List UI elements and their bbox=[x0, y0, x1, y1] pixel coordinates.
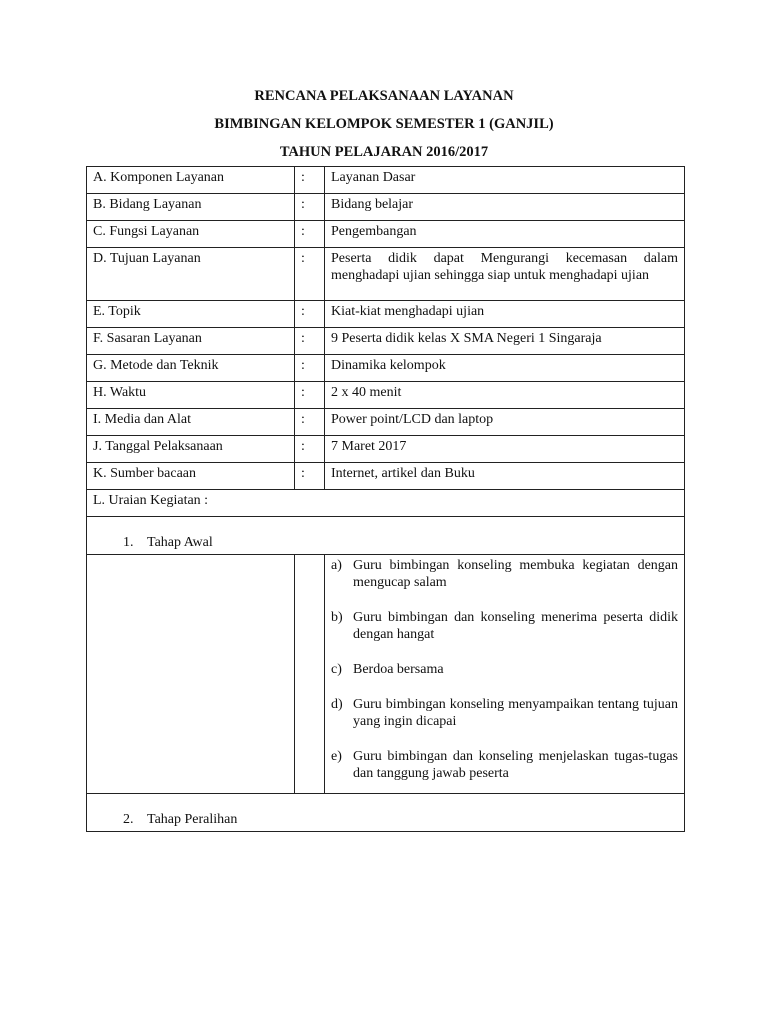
stage-cell bbox=[87, 794, 685, 832]
table-row bbox=[87, 221, 685, 248]
row-label: B. Bidang Layanan bbox=[87, 194, 295, 221]
list-text: Guru bimbingan dan konseling menjelaskan tugas-tugas dan tanggung jawab peserta bbox=[353, 749, 678, 781]
stage-number: 2. bbox=[123, 812, 134, 827]
table-row bbox=[87, 463, 685, 490]
list-marker: e) bbox=[331, 749, 342, 764]
row-label: C. Fungsi Layanan bbox=[87, 221, 295, 248]
empty-cell bbox=[295, 555, 325, 794]
row-separator: : bbox=[295, 221, 325, 248]
row-label: D. Tujuan Layanan bbox=[87, 248, 295, 301]
row-label: F. Sasaran Layanan bbox=[87, 328, 295, 355]
row-separator: : bbox=[295, 436, 325, 463]
table-row bbox=[87, 194, 685, 221]
list-text: Guru bimbingan dan konseling menerima peserta didik dengan hangat bbox=[353, 610, 678, 642]
row-separator: : bbox=[295, 167, 325, 194]
stage-label bbox=[93, 811, 678, 828]
stage-row-initial bbox=[87, 517, 685, 555]
stage-label bbox=[93, 534, 678, 551]
list-item bbox=[331, 696, 678, 730]
empty-cell bbox=[87, 555, 295, 794]
document-subtitle: BIMBINGAN KELOMPOK SEMESTER 1 (GANJIL) bbox=[214, 116, 554, 132]
list-marker: b) bbox=[331, 610, 343, 625]
list-item bbox=[331, 609, 678, 643]
row-value: Bidang belajar bbox=[325, 194, 685, 221]
row-value: Power point/LCD dan laptop bbox=[325, 409, 685, 436]
stage-row-transition bbox=[87, 794, 685, 832]
document-title: RENCANA PELAKSANAAN LAYANAN bbox=[254, 88, 514, 104]
row-value: Internet, artikel dan Buku bbox=[325, 463, 685, 490]
row-separator: : bbox=[295, 248, 325, 301]
document-header bbox=[0, 84, 768, 168]
activity-list bbox=[331, 555, 678, 788]
list-text: Guru bimbingan konseling menyampaikan tentang tujuan yang ingin dicapai bbox=[353, 697, 678, 729]
table-row bbox=[87, 328, 685, 355]
list-text: Berdoa bersama bbox=[353, 662, 444, 677]
row-label: A. Komponen Layanan bbox=[87, 167, 295, 194]
row-separator: : bbox=[295, 355, 325, 382]
row-value: 9 Peserta didik kelas X SMA Negeri 1 Singaraja bbox=[325, 328, 685, 355]
row-separator: : bbox=[295, 463, 325, 490]
list-item bbox=[331, 557, 678, 591]
row-value: 2 x 40 menit bbox=[325, 382, 685, 409]
table-row bbox=[87, 301, 685, 328]
row-label: J. Tanggal Pelaksanaan bbox=[87, 436, 295, 463]
table-row bbox=[87, 248, 685, 301]
row-label: K. Sumber bacaan bbox=[87, 463, 295, 490]
stage-name: Tahap Peralihan bbox=[147, 812, 238, 827]
row-label: G. Metode dan Teknik bbox=[87, 355, 295, 382]
list-marker: d) bbox=[331, 697, 343, 712]
row-value: Layanan Dasar bbox=[325, 167, 685, 194]
service-plan-table bbox=[86, 166, 685, 832]
list-item bbox=[331, 748, 678, 782]
document-year: TAHUN PELAJARAN 2016/2017 bbox=[279, 144, 489, 160]
stage-number: 1. bbox=[123, 535, 134, 550]
stage-name: Tahap Awal bbox=[147, 535, 213, 550]
row-value: Dinamika kelompok bbox=[325, 355, 685, 382]
list-marker: c) bbox=[331, 662, 342, 677]
stage-cell bbox=[87, 517, 685, 555]
activity-list-cell bbox=[325, 555, 685, 794]
row-label: I. Media dan Alat bbox=[87, 409, 295, 436]
row-separator: : bbox=[295, 328, 325, 355]
list-marker: a) bbox=[331, 558, 342, 573]
list-item bbox=[331, 661, 678, 678]
table-row bbox=[87, 409, 685, 436]
stage-activities-row bbox=[87, 555, 685, 794]
row-label: H. Waktu bbox=[87, 382, 295, 409]
activity-description-label: L. Uraian Kegiatan : bbox=[87, 490, 685, 517]
row-label: E. Topik bbox=[87, 301, 295, 328]
row-value: 7 Maret 2017 bbox=[325, 436, 685, 463]
table-row bbox=[87, 355, 685, 382]
row-value: Pengembangan bbox=[325, 221, 685, 248]
row-separator: : bbox=[295, 409, 325, 436]
row-value: Peserta didik dapat Mengurangi kecemasan dalam menghadapi ujian sehingga siap untuk menghadapi ujian bbox=[325, 248, 685, 301]
table-row bbox=[87, 436, 685, 463]
row-separator: : bbox=[295, 301, 325, 328]
table-row bbox=[87, 382, 685, 409]
table-row bbox=[87, 167, 685, 194]
row-separator: : bbox=[295, 194, 325, 221]
row-value: Kiat-kiat menghadapi ujian bbox=[325, 301, 685, 328]
list-text: Guru bimbingan konseling membuka kegiatan dengan mengucap salam bbox=[353, 558, 678, 590]
row-separator: : bbox=[295, 382, 325, 409]
activity-description-header-row bbox=[87, 490, 685, 517]
